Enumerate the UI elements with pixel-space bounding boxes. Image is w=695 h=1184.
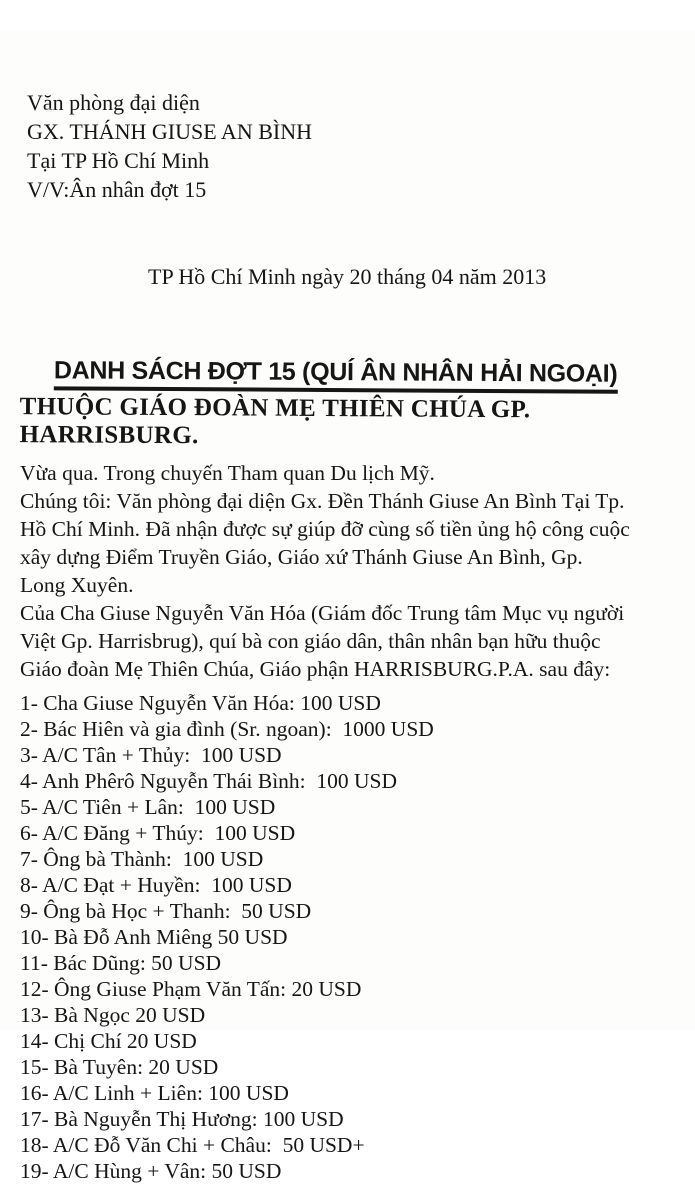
donor-line: 14- Chị Chí 20 USD [20,1029,197,1053]
body-line: Việt Gp. Harrisbrug), quí bà con giáo dân, thân nhân bạn hữu thuộc [20,629,601,653]
donor-line: 17- Bà Nguyễn Thị Hương: 100 USD [20,1107,344,1131]
document-subtitle: THUỘC GIÁO ĐOÀN MẸ THIÊN CHÚA GP. HARRISBURG. [19,393,531,450]
donor-line: 13- Bà Ngọc 20 USD [20,1003,206,1027]
donor-line: 15- Bà Tuyên: 20 USD [20,1055,219,1079]
donor-line: 16- A/C Linh + Liên: 100 USD [20,1081,289,1105]
donor-line: 3- A/C Tân + Thủy: 100 USD [20,743,282,767]
donor-line: 18- A/C Đỗ Văn Chi + Châu: 50 USD+ [20,1133,365,1157]
body-line: Chúng tôi: Văn phòng đại diện Gx. Đền Thánh Giuse An Bình Tại Tp. [20,489,625,513]
body-line: Vừa qua. Trong chuyến Tham quan Du lịch Mỹ. [20,461,435,485]
donor-line: 9- Ông bà Học + Thanh: 50 USD [20,899,312,923]
donor-line: 19- A/C Hùng + Vân: 50 USD [20,1159,282,1183]
title-block [0,356,695,453]
donor-line: 4- Anh Phêrô Nguyễn Thái Bình: 100 USD [20,769,398,793]
letterhead-line: GX. THÁNH GIUSE AN BÌNH [27,119,312,144]
body-paragraph [20,459,695,683]
body-line: Hồ Chí Minh. Đã nhận được sự giúp đỡ cùng số tiền ủng hộ công cuộc [20,517,630,541]
scanned-document-page [0,30,695,1183]
donor-line: 6- A/C Đăng + Thúy: 100 USD [20,821,296,845]
donor-line: 10- Bà Đỗ Anh Miêng 50 USD [20,925,288,949]
donor-line: 11- Bác Dũng: 50 USD [20,951,222,975]
letterhead-line: V/V:Ân nhân đợt 15 [27,177,207,202]
date-line: TP Hồ Chí Minh ngày 20 tháng 04 năm 2013 [148,264,547,289]
donor-list [20,690,695,1184]
body-line: Long Xuyên. [20,573,134,597]
letterhead-line: Văn phòng đại diện [27,90,200,115]
letterhead-lines [27,88,695,204]
letterhead-line: Tại TP Hồ Chí Minh [27,148,210,173]
letterhead [27,30,695,349]
donor-line: 2- Bác Hiên và gia đình (Sr. ngoan): 1000 USD [20,717,434,741]
document-title: DANH SÁCH ĐỢT 15 (QUÍ ÂN NHÂN HẢI NGOẠI) [54,356,618,393]
donor-line: 1- Cha Giuse Nguyễn Văn Hóa: 100 USD [20,691,381,715]
donor-line: 5- A/C Tiên + Lân: 100 USD [20,795,276,819]
donor-line: 7- Ông bà Thành: 100 USD [20,847,264,871]
body-line: xây dựng Điểm Truyền Giáo, Giáo xứ Thánh Giuse An Bình, Gp. [20,545,583,569]
body-line: Giáo đoàn Mẹ Thiên Chúa, Giáo phận HARRISBURG.P.A. sau đây: [20,657,611,681]
body-line: Của Cha Giuse Nguyễn Văn Hóa (Giám đốc Trung tâm Mục vụ người [20,601,625,625]
document-title-row [54,356,695,394]
donor-line: 8- A/C Đạt + Huyền: 100 USD [20,873,292,897]
donor-line: 12- Ông Giuse Phạm Văn Tấn: 20 USD [20,977,362,1001]
